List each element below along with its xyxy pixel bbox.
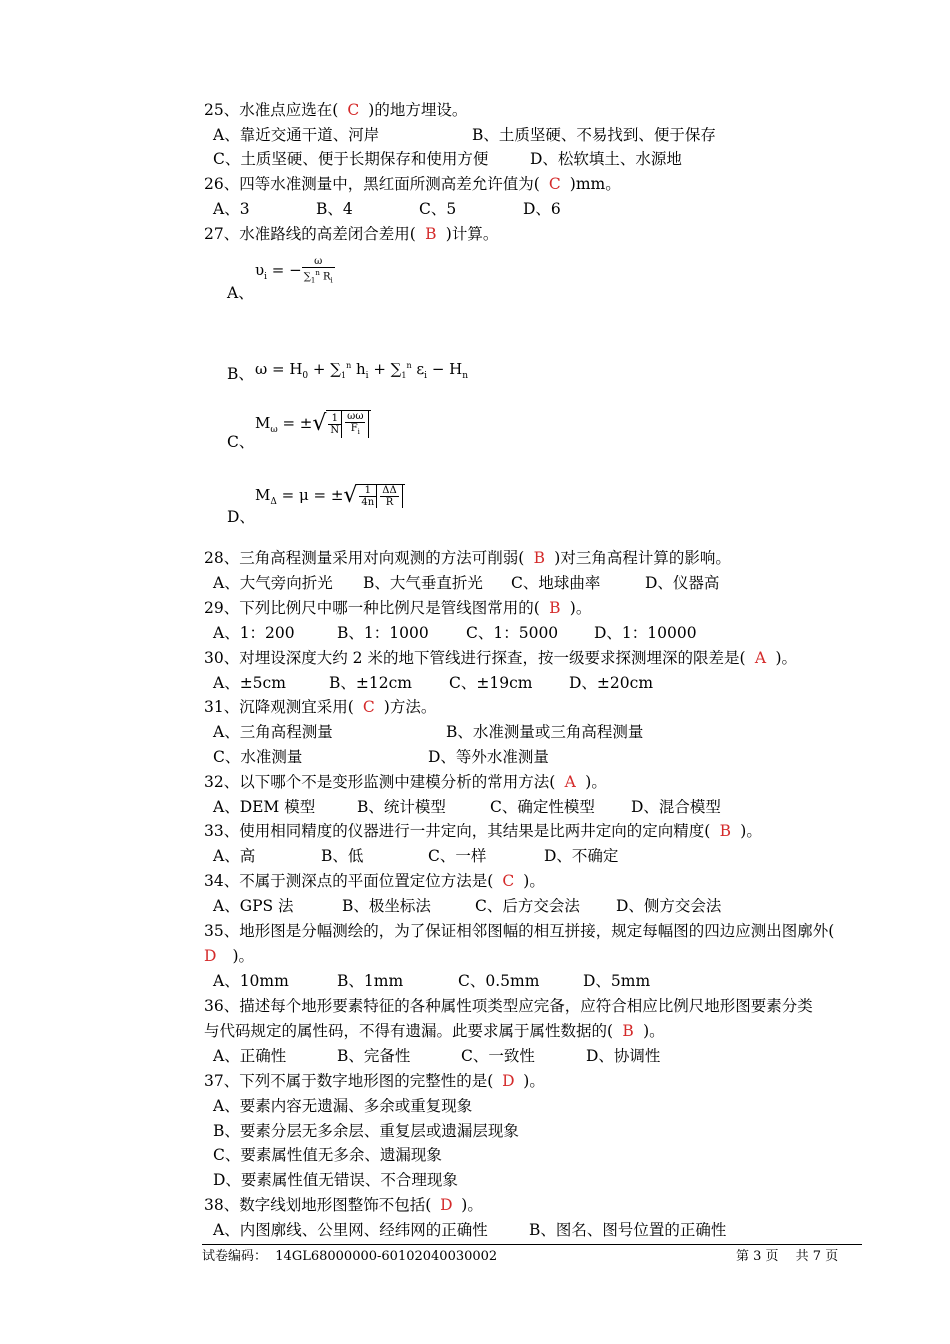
option-a: A、10mm (213, 972, 289, 990)
option-d: D、等外水准测量 (428, 748, 549, 766)
option-b: B、水准测量或三角高程测量 (446, 723, 644, 741)
option-a: A、高 (213, 847, 256, 865)
option-a: A、大气旁向折光 (213, 574, 333, 592)
question-38: 38、数字线划地形图整饰不包括( D )。 (204, 1196, 483, 1214)
answer-32: A (564, 773, 576, 791)
option-d: D、要素属性值无错误、不合理现象 (213, 1171, 458, 1189)
formula-b: $\omega = H_0 + \sum_1^n$ $h_i + \sum_1^n$ $\varepsilon_i - H_n$ (255, 360, 469, 381)
answer-34: C (502, 872, 515, 890)
option-a: A、三角高程测量 (213, 723, 333, 741)
page-number: 第 3 页 共 7 页 (736, 1249, 839, 1264)
option-b: B、图名、图号位置的正确性 (529, 1221, 727, 1239)
question-37: 37、下列不属于数字地形图的完整性的是( D )。 (204, 1072, 545, 1090)
answer-25: C (347, 101, 360, 119)
question-25: 25、水准点应选在( C )的地方埋设。 (204, 101, 468, 119)
answer-38: D (440, 1196, 453, 1214)
option-a: A、GPS 法 (213, 897, 294, 915)
option-b: B、低 (321, 847, 364, 865)
question-29: 29、下列比例尺中哪一种比例尺是管线图常用的( B )。 (204, 599, 592, 617)
option-a: A、内图廓线、公里网、经纬网的正确性 (213, 1221, 488, 1239)
option-c: C、0.5mm (458, 972, 540, 990)
question-34: 34、不属于测深点的平面位置定位方法是( C )。 (204, 872, 545, 890)
option-b: B、1mm (337, 972, 404, 990)
option-d: D、1：10000 (594, 624, 697, 642)
question-36-line1: 36、描述每个地形要素特征的各种属性项类型应完备，应符合相应比例尺地形图要素分类 (204, 997, 813, 1015)
option-c: C、5 (419, 200, 457, 218)
answer-35: D (204, 947, 217, 965)
formula-label-c: C、 (227, 433, 255, 451)
option-a: A、正确性 (213, 1047, 287, 1065)
option-b: B、4 (316, 200, 353, 218)
question-35-line1: 35、地形图是分幅测绘的，为了保证相邻图幅的相互拼接，规定每幅图的四边应测出图廓外( (204, 922, 835, 940)
answer-37: D (502, 1072, 515, 1090)
formula-label-b: B、 (227, 365, 254, 383)
option-c: C、确定性模型 (490, 798, 595, 816)
option-c: C、要素属性值无多余、遗漏现象 (213, 1146, 442, 1164)
option-d: D、侧方交会法 (616, 897, 722, 915)
answer-33: B (719, 822, 731, 840)
footer-divider (202, 1244, 862, 1245)
option-c: C、±19cm (449, 674, 533, 692)
option-c: C、1：5000 (466, 624, 559, 642)
option-b: B、统计模型 (357, 798, 446, 816)
exam-code: 试卷编码： 14GL68000000-60102040030002 (202, 1249, 498, 1264)
answer-30: A (754, 649, 767, 667)
option-a: A、3 (213, 200, 250, 218)
option-a: A、要素内容无遗漏、多余或重复现象 (213, 1097, 473, 1115)
option-c: C、一样 (428, 847, 487, 865)
answer-28: B (533, 549, 545, 567)
question-27: 27、水准路线的高差闭合差用( B )计算。 (204, 225, 499, 243)
question-31: 31、沉降观测宜采用( C )方法。 (204, 698, 437, 716)
option-b: B、完备性 (337, 1047, 411, 1065)
option-d: D、不确定 (544, 847, 619, 865)
answer-26: C (548, 175, 561, 193)
option-c: C、土质坚硬、便于长期保存和使用方便 (213, 150, 489, 168)
option-d: D、混合模型 (631, 798, 721, 816)
option-b: B、大气垂直折光 (363, 574, 483, 592)
option-d: D、松软填土、水源地 (530, 150, 682, 168)
option-d: D、±20cm (569, 674, 654, 692)
answer-27: B (425, 225, 437, 243)
formula-label-a: A、 (227, 284, 254, 302)
formula-d: $M_\Delta = \mu$ = ±√ $\frac{1}{4n}$ $\frac{\Delta\Delta}{R}$ (255, 484, 405, 512)
answer-31: C (362, 698, 375, 716)
answer-36: B (622, 1022, 634, 1040)
formula-label-d: D、 (227, 508, 255, 526)
option-a: A、DEM 模型 (213, 798, 316, 816)
option-d: D、仪器高 (645, 574, 720, 592)
formula-a: $\upsilon_i$ = − $\frac{\omega}{\sum_1^n R_i}$ (255, 256, 333, 285)
formula-c: $M_\omega$ = ±√ $\frac{1}{N}$ $\frac{\omega\omega}{F_i}$ (255, 410, 371, 440)
option-d: D、协调性 (586, 1047, 661, 1065)
option-b: B、土质坚硬、不易找到、便于保存 (472, 126, 716, 144)
question-32: 32、以下哪个不是变形监测中建模分析的常用方法( A )。 (204, 773, 607, 791)
option-c: C、后方交会法 (475, 897, 580, 915)
question-28: 28、三角高程测量采用对向观测的方法可削弱( B )对三角高程计算的影响。 (204, 549, 731, 567)
option-d: D、6 (523, 200, 561, 218)
option-a: A、1：200 (213, 624, 295, 642)
option-c: C、一致性 (461, 1047, 535, 1065)
option-c: C、水准测量 (213, 748, 303, 766)
question-30: 30、对埋设深度大约 2 米的地下管线进行探查，按一级要求探测埋深的限差是( A )。 (204, 649, 798, 667)
option-d: D、5mm (583, 972, 651, 990)
question-33: 33、使用相同精度的仪器进行一井定向，其结果是比两井定向的定向精度( B )。 (204, 822, 762, 840)
option-a: A、±5cm (213, 674, 286, 692)
question-36-line2: 与代码规定的属性码，不得有遗漏。此要求属于属性数据的( B )。 (204, 1022, 665, 1040)
option-b: B、要素分层无多余层、重复层或遗漏层现象 (213, 1122, 519, 1140)
option-b: B、极坐标法 (342, 897, 431, 915)
question-35-line2: D )。 (204, 947, 254, 965)
question-26: 26、四等水准测量中，黑红面所测高差允许值为( C )mm。 (204, 175, 621, 193)
option-a: A、靠近交通干道、河岸 (213, 126, 380, 144)
answer-29: B (549, 599, 561, 617)
option-b: B、±12cm (329, 674, 412, 692)
option-c: C、地球曲率 (511, 574, 601, 592)
option-b: B、1：1000 (337, 624, 429, 642)
